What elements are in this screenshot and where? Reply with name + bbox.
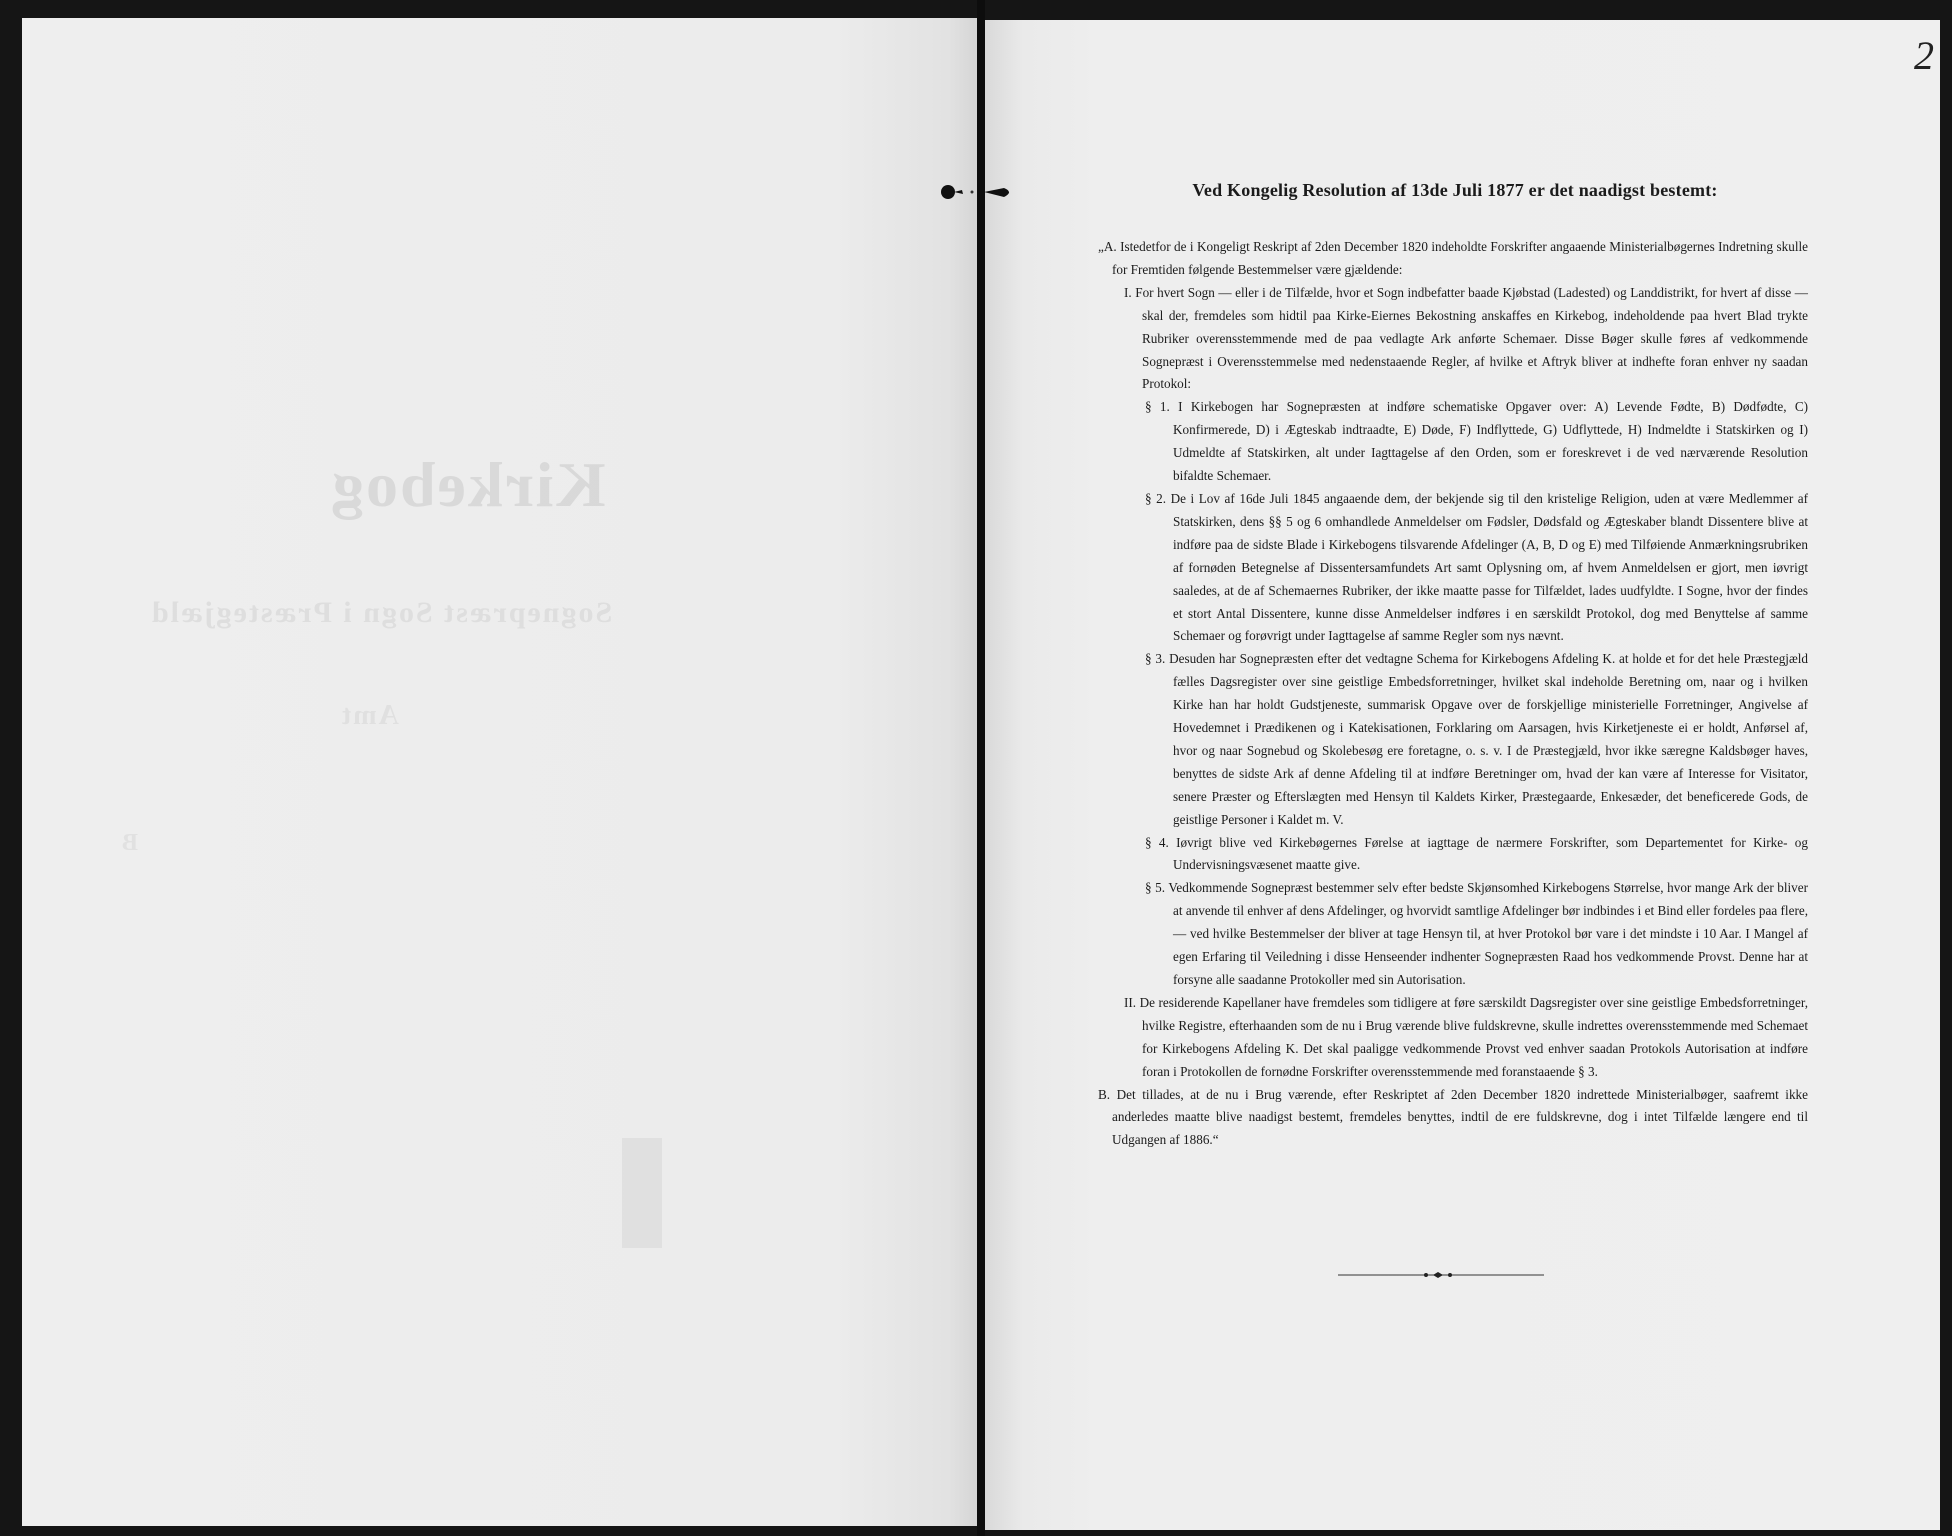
divider-ornament-icon [1338, 1268, 1544, 1282]
resolution-body [1098, 236, 1808, 1152]
binding-hole-icon [938, 180, 1028, 204]
left-page [22, 18, 977, 1526]
bleed-through-title: Kirkebog [330, 449, 606, 520]
paragraph-section-3: § 3. Desuden har Sognepræsten efter det vedtagne Schema for Kirkebogens Afdeling K. at holde et for det hele Præstegjæld fælles Dagsregister over sine geistlige Embedsforretninger, hvilket skal indeholde Beretning om, naar og i hvilken Kirke han har holdt Gudstjeneste, summarisk Opgave over de forskjellige ministerielle Forretninger, Angivelse af Hovedemnet i Prædikenen og i Katekisationen, Forklaring om Aarsagen, hvis Kirketjeneste ei er holdt, Anførsel af, hvor og naar Sognebud og Skolebesøg ere foretagne, o. s. v. I de Præstegjæld, hvor ikke særegne Kaldsbøger haves, benyttes de sidste Ark af denne Afdeling til at indføre Beretninger om, hvad der kan være af Interesse for Visitator, senere Præster og Efterslægten med Hensyn til Kaldets Kirker, Præstegaarde, Enkesæder, det beneficerede Gods, de geistlige Personer i Kaldet m. V. [1145, 651, 1809, 827]
bleed-through-line: Amt [340, 700, 399, 731]
paragraph-section-4: § 4. Iøvrigt blive ved Kirkebøgernes Førelse at iagttage de nærmere Forskrifter, som Departementet for Kirke- og Undervisningsvæsenet maatte give. [1145, 834, 1808, 873]
book-gutter [977, 0, 985, 1536]
paragraph-section-1: § 1. I Kirkebogen har Sognepræsten at indføre schematiske Opgaver over: A) Levende Fødte, B) Dødfødte, C) Konfirmerede, D) i Ægteskab indtraadte, E) Døde, F) Indflyttede, G) Udflyttede, H) Indmeldte i Statskirken og I) Udmeldte af Statskirken, alt under Iagttagelse af den Orden, som er foreskrevet i de ved nærværende Resolution bifaldte Schemaer. [1145, 399, 1809, 484]
paragraph-section-2: § 2. De i Lov af 16de Juli 1845 angaaende dem, der bekjende sig til den kristelige Religion, uden at være Medlemmer af Statskirken, dens §§ 5 og 6 omhandlede Anmeldelser om Fødsler, Dødsfald og Ægteskaber blandt Dissentere blive at indføre paa de sidste Blade i Kirkebogens tilsvarende Afdelinger (A, B, D og E) med Tilføiende Anmærkningsrubriken af fornøden Betegnelse af Dissentersamfundets Art samt Oplysning om, af hvem Anmeldelsen er gjort, men iøvrigt saaledes, at de af Schemaernes Rubriker, der ikke maatte passe for Tilfældet, lades uudfyldte. I Sogne, hvor der findes et stort Antal Dissentere, kunne disse Anmeldelser indføres i en særskildt Protokol, dog med Benyttelse af samme Schemaer og forøvrigt under Iagttagelse af samme Regler som nys nævnt. [1145, 490, 1809, 644]
paper-smudge [622, 1138, 662, 1248]
section-I: I. For hvert Sogn — eller i de Tilfælde, hvor et Sogn indbefatter baade Kjøbstad (Ladested) og Landdistrikt, for hvert af disse — skal der, fremdeles som hidtil paa Kirke-Eiernes Bekostning anskaffes en Kirkebog, indeholdende paa hvert Blad trykte Rubriker overensstemmende med de paa vedlagte Ark anførte Schemaer. Disse Bøger skulle føres af vedkommende Sognepræst i Overensstemmelse med nedenstaaende Regler, af hvilke et Aftryk bliver at indhefte foran enhver ny saadan Protokol: [1124, 284, 1808, 392]
paragraph-section-5: § 5. Vedkommende Sognepræst bestemmer selv efter bedste Skjønsomhed Kirkebogens Størrelse, hvor mange Ark der bliver at anvende til enhver af dens Afdelinger, og hvorvidt samtlige Afdelinger bør indbindes i et Bind eller fordeles paa flere, — ved hvilke Bestemmelser der bliver at tage Hensyn til, at hver Protokol bør vare i det mindste i 10 Aar. I Mangel af egen Erfaring til Veiledning i disse Henseender indhenter Sognepræsten Raad hos vedkommende Provst. Denne har at forsyne alle saadanne Protokoller med sin Autorisation. [1145, 880, 1809, 987]
bleed-through-line: Sognepræst Sogn i Præstegjæld [150, 596, 613, 629]
paragraph-b: B. Det tillades, at de nu i Brug værende, efter Reskriptet af 2den December 1820 indrettede Ministerialbøger, saafremt ikke anderledes maatte blive naadigst bestemt, fremdeles benyttes, indtil de ere fuldskrevne, dog i intet Tilfælde længere end til Udgangen af 1886.“ [1098, 1086, 1808, 1148]
resolution-heading: Ved Kongelig Resolution af 13de Juli 1877 er det naadigst bestemt: [1192, 180, 1718, 200]
bleed-through-mark: B [120, 830, 139, 856]
section-II: II. De residerende Kapellaner have fremdeles som tidligere at føre særskildt Dagsregister over sine geistlige Embedsforretninger, hvilke Registre, efterhaanden som de nu i Brug værende blive fuldskrevne, skulle indrettes overensstemmende med Schemaet for Kirkebogens Afdeling K. Det skal paaligge vedkommende Provst ved enhver saadan Protokols Autorisation at indføre foran i Protokollen de fornødne Forskrifter overensstemmende med foranstaaende § 3. [1124, 994, 1808, 1079]
page-number: 2 [1914, 33, 1934, 78]
paragraph-a: „A. Istedetfor de i Kongeligt Reskript af 2den December 1820 indeholdte Forskrifter angaaende Ministerialbøgernes Indretning skulle for Fremtiden følgende Bestemmelser være gjældende: [1098, 239, 1809, 277]
